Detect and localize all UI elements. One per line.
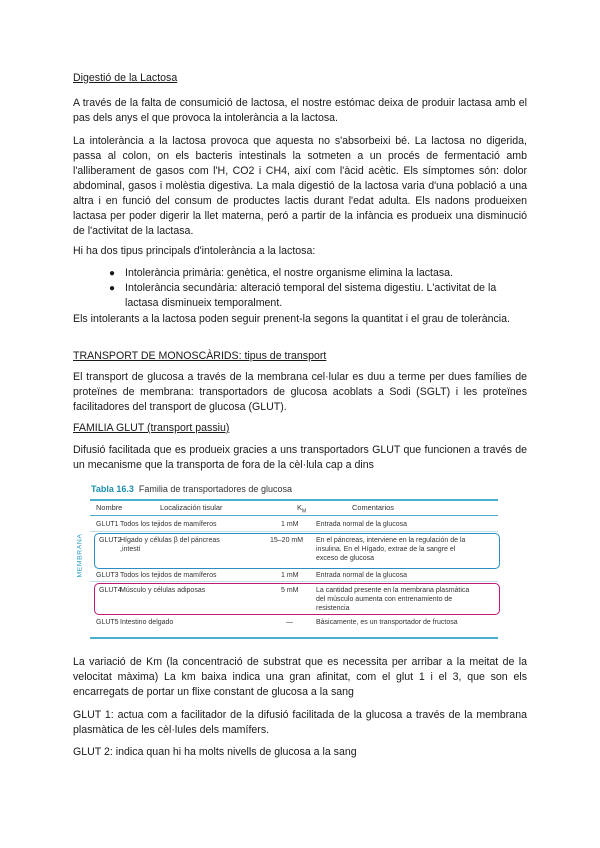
paragraph-transport: El transport de glucosa a través de la membrana cel·lular es duu a terme per dues famílies de proteïnes de membrana: transportadors de glucosa acoblats a Sodi (SGLT) i les proteïnes facilitadores del transport de glucosa (GLUT). — [73, 371, 527, 413]
paragraph-difusio: Difusió facilitada que es produeix gracies a uns transportadors GLUT que funcionen a través de un mecanisme que la transporta de fora de la cèl·lula cap a dins — [73, 444, 527, 471]
glut-table-figure: Tabla 16.3 Familia de transportadores de glucosa Nombre Localización tisular $K_M$ Comentarios MEMBRANA GLUT1 Todos los tejidos de mamíferos 1 mM Entrada normal de la glucosa GLUT2 Hígado y células β del páncreas ,intestí 15–20 mM En el páncreas, interviene en la regulación de la insulina. En el Hígado, extrae de la sangre el exceso de glucosa GLUT3 Todos los tejidos de mamíferos 1 mM Entrada normal de la glucosa GLUT4 Músculo y células adiposas 5 mM La cantidad presente en la membrana plasmática del músculo aumenta con entrenamiento de resistencia GLUT5 Intestino delgado — Básicamente, es un transportador de fructosa — [90, 482, 500, 638]
list-item: ● Intolerància secundària: alteració temporal del sistema digestiu. L'activitat de la lactasa disminueix temporalment. — [109, 282, 497, 309]
paragraph-glut2: GLUT 2: indica quan hi ha molts nivells de glucosa a la sang — [73, 746, 357, 758]
list-item: ● Intolerància primària: genètica, el nostre organisme elimina la lactasa. — [109, 267, 453, 279]
table-header-rule-bottom — [90, 515, 498, 516]
header-comments: Comentarios — [352, 503, 394, 512]
header-km: $K_M$ — [297, 503, 307, 515]
header-name: Nombre — [96, 503, 123, 512]
paragraph-glut1: GLUT 1: actua com a facilitador de la difusió facilitada de la glucosa a través de la membrana plasmàtica de les cèl·lules dels mamífers. — [73, 709, 527, 736]
paragraph-km: La variació de Km (la concentració de substrat que es necessita per arribar a la meitat de la velocitat màxima) La km baixa indica una gran afinitat, com el glut 1 i el 3, que son els encarregats de portar un flixe constant de glucosa a la sang — [73, 656, 527, 698]
membrane-side-label: MEMBRANA — [76, 533, 84, 578]
bullet-icon: ● — [109, 283, 116, 294]
paragraph-tolerancia: Els intolerants a la lactosa poden seguir prenent-la segons la quantitat i el grau de tolerància. — [73, 313, 510, 325]
paragraph-tipus: Hi ha dos tipus principals d'intolerància a la lactosa: — [73, 245, 316, 257]
bullet-icon: ● — [109, 268, 116, 279]
heading-lactosa: Digestió de la Lactosa — [73, 72, 178, 84]
intolerance-types-list — [73, 266, 527, 311]
table-title: Tabla 16.3 Familia de transportadores de glucosa — [91, 484, 292, 494]
table-header-rule — [90, 499, 498, 501]
heading-transport: TRANSPORT DE MONOSCÀRIDS: tipus de transport — [73, 350, 327, 362]
paragraph-lactosa-intro: A través de la falta de consumició de lactosa, el nostre estómac deixa de produir lactasa amb el pas dels anys el que provoca la intolerància a la lactosa. — [73, 97, 527, 124]
heading-glut: FAMILIA GLUT (transport passiu) — [73, 422, 230, 434]
header-location: Localización tisular — [160, 503, 223, 512]
paragraph-intolerancia: La intolerància a la lactosa provoca que aquesta no s'absorbeixi bé. La lactosa no digerida, passa al colon, on els bacteris intestinals la sotmeten a un procés de fermentació amb l'alliberament de gasos com l'H, CO2 i CH4, així com l'àcid acètic. Els símptomes són: dolor abdominal, gasos i molèstia digestiva. La mala digestió de la lactosa varia d'una població a una altra i en funció del consum de productes lactis durant l'edat adulta. Els nadons produeixen lactasa per poder digerir la llet materna, peró a partir de la infància es produeix una disminució de l'activitat de la lactasa. — [73, 135, 527, 237]
